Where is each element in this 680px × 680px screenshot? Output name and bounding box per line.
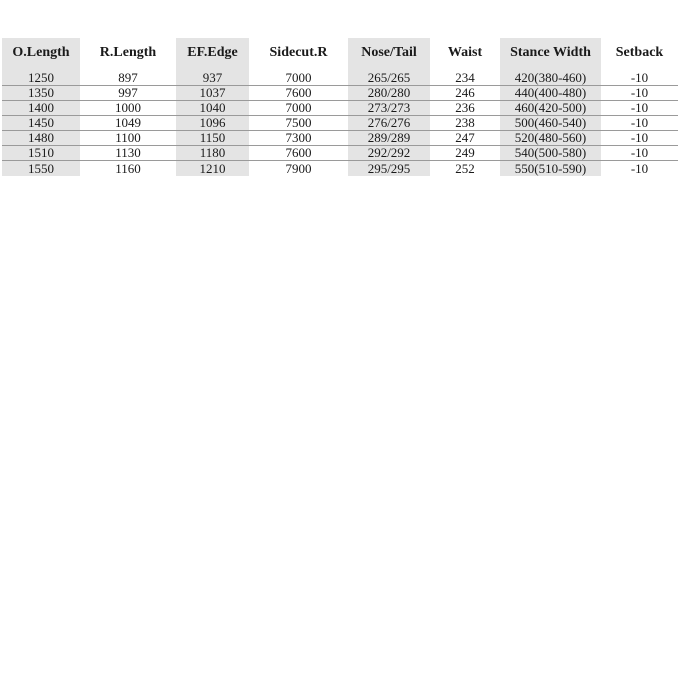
cell-waist: 252 [455, 160, 475, 176]
cell-sidecut-r: 7600 [249, 146, 348, 161]
cell-stance-width: 460(420-500) [500, 101, 601, 116]
cell-nose-tail: 273/273 [348, 101, 430, 116]
header-row [2, 38, 678, 68]
cell-sidecut-r: 7000 [249, 101, 348, 116]
cell-waist: 234 [430, 68, 500, 86]
cell-waist: 249 [430, 146, 500, 161]
cell-r-length: 1130 [80, 146, 176, 161]
cell-setback: -10 [601, 101, 678, 116]
cell-stance-width: 550(510-590) [500, 161, 601, 177]
cell-stance-width: 440(400-480) [500, 86, 601, 101]
cell-o-length: 1480 [2, 131, 80, 146]
cell-waist: 238 [430, 116, 500, 131]
cell-sidecut-r: 7300 [249, 131, 348, 146]
cell-o-length: 1550 [2, 161, 80, 177]
table-row [2, 131, 678, 146]
cell-ef-edge: 1040 [176, 101, 249, 116]
spec-table [2, 38, 678, 176]
header-sidecut-r: Sidecut.R [269, 45, 328, 60]
cell-ef-edge: 1037 [176, 86, 249, 101]
header-nose-tail: Nose/Tail [348, 38, 430, 68]
cell-stance-width: 420(380-460) [500, 68, 601, 86]
table-row [2, 101, 678, 116]
cell-nose-tail: 292/292 [348, 146, 430, 161]
cell-sidecut-r: 7000 [249, 68, 348, 86]
cell-r-length: 897 [80, 68, 176, 86]
cell-stance-width: 500(460-540) [500, 116, 601, 131]
cell-nose-tail: 265/265 [348, 68, 430, 86]
header-r-length: R.Length [99, 45, 157, 60]
cell-setback: -10 [601, 131, 678, 146]
cell-stance-width: 520(480-560) [500, 131, 601, 146]
cell-nose-tail: 295/295 [348, 161, 430, 177]
cell-setback: -10 [601, 146, 678, 161]
table-row [2, 68, 678, 86]
header-o-length: O.Length [2, 38, 80, 68]
cell-waist: 247 [430, 131, 500, 146]
header-waist: Waist [447, 45, 483, 60]
cell-stance-width: 540(500-580) [500, 146, 601, 161]
cell-ef-edge: 1210 [176, 161, 249, 177]
cell-r-length: 1160 [115, 160, 141, 176]
cell-ef-edge: 1150 [176, 131, 249, 146]
cell-waist: 246 [430, 86, 500, 101]
table-row [2, 86, 678, 101]
cell-r-length: 1049 [80, 116, 176, 131]
cell-setback: -10 [601, 68, 678, 86]
cell-ef-edge: 1096 [176, 116, 249, 131]
cell-ef-edge: 1180 [176, 146, 249, 161]
cell-nose-tail: 276/276 [348, 116, 430, 131]
cell-o-length: 1250 [2, 68, 80, 86]
cell-ef-edge: 937 [176, 68, 249, 86]
header-setback: Setback [615, 45, 664, 60]
cell-o-length: 1350 [2, 86, 80, 101]
cell-sidecut-r: 7900 [285, 160, 312, 176]
cell-setback: -10 [630, 160, 649, 176]
cell-r-length: 1000 [80, 101, 176, 116]
cell-r-length: 1100 [80, 131, 176, 146]
cell-setback: -10 [601, 86, 678, 101]
table-row [2, 116, 678, 131]
cell-r-length: 997 [80, 86, 176, 101]
cell-waist: 236 [430, 101, 500, 116]
table-row [2, 161, 678, 177]
cell-nose-tail: 289/289 [348, 131, 430, 146]
header-stance-width: Stance Width [500, 38, 601, 68]
cell-sidecut-r: 7600 [249, 86, 348, 101]
cell-setback: -10 [601, 116, 678, 131]
table-row [2, 146, 678, 161]
cell-sidecut-r: 7500 [249, 116, 348, 131]
cell-nose-tail: 280/280 [348, 86, 430, 101]
cell-o-length: 1510 [2, 146, 80, 161]
cell-o-length: 1450 [2, 116, 80, 131]
header-ef-edge: EF.Edge [176, 38, 249, 68]
cell-o-length: 1400 [2, 101, 80, 116]
